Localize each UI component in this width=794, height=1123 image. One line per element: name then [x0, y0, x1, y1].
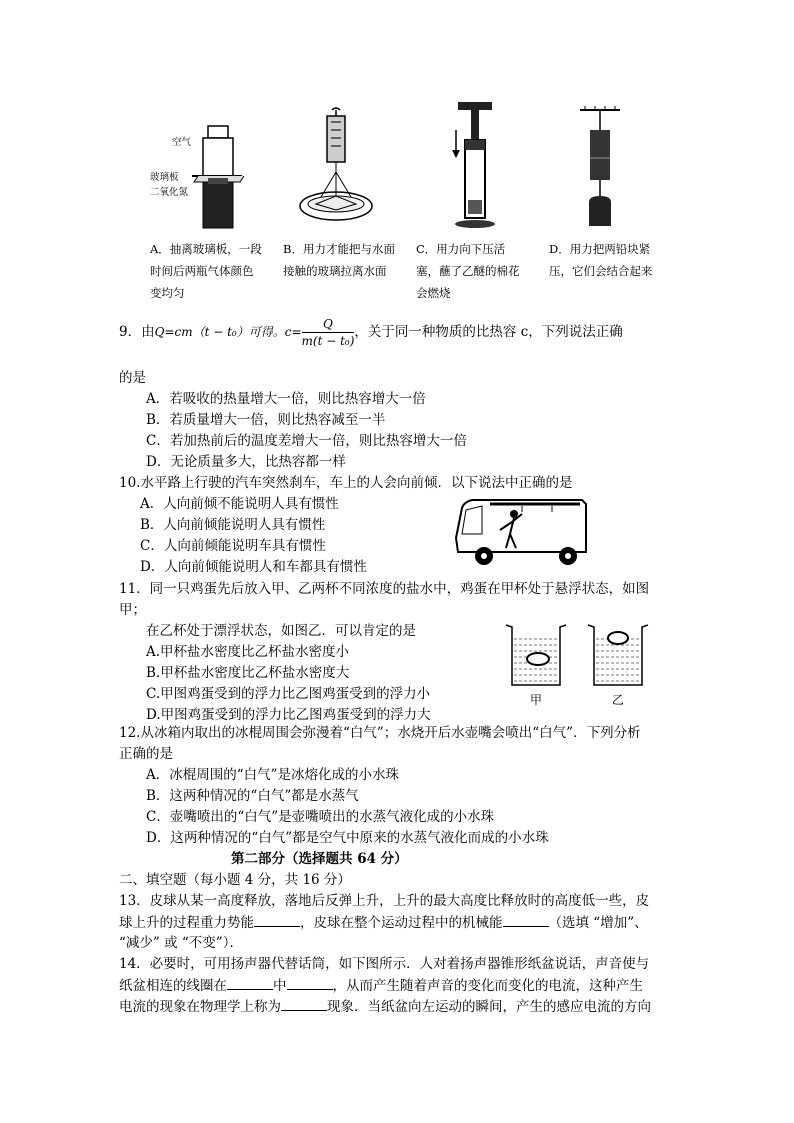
label-gas: 二氧化氮 — [150, 187, 189, 198]
q13-text-a: 球上升的过程重力势能 — [119, 915, 254, 931]
figure-bus — [452, 494, 592, 570]
q14-blank-1[interactable] — [227, 975, 273, 990]
q12-stem-1: 12.从冰箱内取出的冰棍周围会弥漫着“白气”；水烧开后水壶嘴会喷出“白气”．下列分析 — [119, 725, 641, 741]
q9-frac-den: m(t − t₀) — [301, 334, 355, 348]
q12-stem-2: 正确的是 — [119, 746, 173, 762]
q9-option-d: D．无论质量多大，比热容都一样 — [146, 454, 346, 470]
figure-beaker-jia — [504, 623, 568, 687]
q13-line-3: “减少” 或 “不变”）． — [119, 935, 243, 951]
q13-blank-2[interactable] — [503, 912, 549, 927]
q9-cont: 的是 — [119, 370, 146, 386]
q9-frac-num: Q — [302, 316, 355, 333]
q12-option-c: C．壶嘴喷出的“白气”是壶嘴喷出的水蒸气液化成的小水珠 — [146, 809, 495, 825]
label-glass: 玻璃板 — [150, 172, 179, 183]
q12-option-b: B．这两种情况的“白气”都是水蒸气 — [146, 788, 359, 804]
caption-b: B．用力才能把与水面接触的玻璃拉离水面 — [283, 242, 395, 278]
q13-line-1: 13．皮球从某一高度释放，落地后反弹上升，上升的最大高度比释放时的高度低一些，皮 — [119, 893, 650, 909]
label-jia: 甲 — [530, 693, 543, 707]
q11-option-b: B.甲杯盐水密度比乙杯盐水密度大 — [146, 665, 350, 681]
q14-text-a: 纸盆相连的线圈在 — [119, 978, 227, 994]
q12-option-d: D．这两种情况的“白气”都是空气中原来的水蒸气液化而成的小水珠 — [146, 830, 549, 846]
q14-line-3 — [119, 996, 651, 1017]
q11-option-c: C.甲图鸡蛋受到的浮力比乙图鸡蛋受到的浮力小 — [146, 686, 431, 702]
q10-option-d: D．人向前倾能说明人和车都具有惯性 — [140, 559, 367, 575]
section-title: 二、填空题（每小题 4 分，共 16 分） — [119, 872, 351, 888]
q14-text-b: 中 — [273, 978, 287, 994]
q11-stem-3: 在乙杯处于漂浮状态，如图乙．可以肯定的是 — [146, 623, 416, 639]
q14-line-1: 14．必要时，可用扬声器代替话筒，如下图所示．人对着扬声器锥形纸盆说话，声音使与 — [119, 956, 650, 972]
q11-stem-1: 11．同一只鸡蛋先后放入甲、乙两杯不同浓度的盐水中，鸡蛋在甲杯处于悬浮状态，如图 — [119, 581, 650, 597]
q9-option-a: A．若吸收的热量增大一倍，则比热容增大一倍 — [146, 391, 426, 407]
q14-blank-2[interactable] — [287, 975, 333, 990]
q14-text-d: 电流的现象在物理学上称为 — [119, 999, 281, 1015]
caption-a: A．抽离玻璃板，一段时间后两瓶气体颜色变均匀 — [150, 242, 262, 300]
q13-text-b: ，皮球在整个运动过程中的机械能 — [300, 915, 503, 931]
q9-suffix: ，关于同一种物质的比热容 c，下列说法正确 — [354, 324, 623, 340]
figure-c-piston — [450, 100, 500, 230]
q9-option-b: B．若质量增大一倍，则比热容减至一半 — [146, 412, 386, 428]
label-air: 空气 — [172, 137, 192, 148]
q10-option-c: C．人向前倾能说明车具有惯性 — [140, 538, 326, 554]
q14-line-2 — [119, 975, 643, 996]
q12-option-a: A．冰棍周围的“白气”是冰熔化成的小水珠 — [146, 767, 400, 783]
q11-stem-2: 甲； — [119, 602, 146, 618]
q11-option-d: D.甲图鸡蛋受到的浮力比乙图鸡蛋受到的浮力大 — [146, 707, 431, 723]
q10-option-a: A．人向前倾不能说明人具有惯性 — [140, 496, 339, 512]
q14-blank-3[interactable] — [281, 996, 327, 1011]
label-yi: 乙 — [612, 693, 625, 707]
q9-prefix: 9．由 — [119, 324, 155, 340]
q9-option-c: C．若加热前后的温度差增大一倍，则比热容增大一倍 — [146, 433, 467, 449]
q9-fraction — [302, 316, 355, 349]
q14-text-c: ，从而产生随着声音的变化而变化的电流，这种产生 — [332, 978, 643, 994]
figure-beaker-yi — [586, 623, 650, 687]
q13-text-c: （选填 “增加”、 — [548, 915, 648, 931]
q9-formula: Q=cm（t − t₀）可得。c= — [154, 325, 302, 339]
q10-stem: 10.水平路上行驶的汽车突然刹车，车上的人会向前倾．以下说法中正确的是 — [119, 475, 573, 491]
egg-yi — [608, 632, 628, 644]
egg-jia — [527, 653, 549, 665]
q13-blank-1[interactable] — [254, 912, 300, 927]
part2-title: 第二部分（选择题共 64 分） — [231, 851, 408, 867]
figure-d-lead-blocks — [575, 104, 625, 234]
q14-text-e: 现象．当纸盆向左运动的瞬间，产生的感应电流的方向 — [327, 999, 651, 1015]
q13-line-2 — [119, 912, 648, 933]
caption-d: D．用力把两铅块紧压，它们会结合起来 — [549, 242, 653, 278]
caption-c: C．用力向下压活塞，蘸了乙醚的棉花会燃烧 — [416, 242, 520, 300]
figure-b-spring-scale — [296, 106, 376, 226]
q11-option-a: A.甲杯盐水密度比乙杯盐水密度小 — [146, 644, 350, 660]
q9-stem — [119, 314, 623, 350]
q10-option-b: B．人向前倾能说明人具有惯性 — [140, 517, 326, 533]
